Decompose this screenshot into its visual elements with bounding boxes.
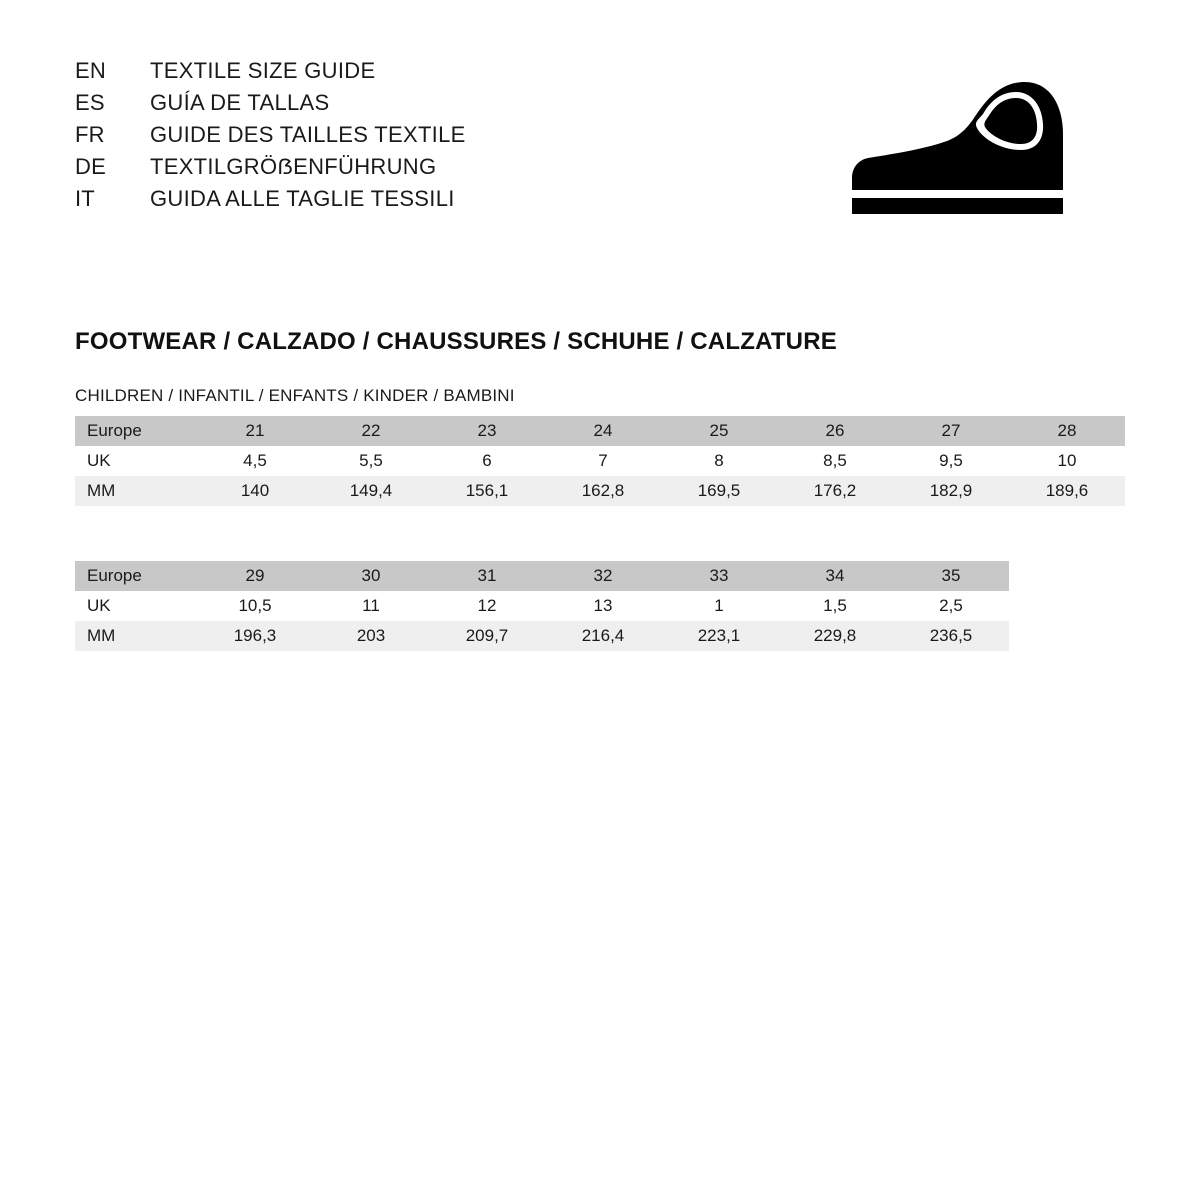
table-cell: 7 — [545, 446, 661, 476]
table-cell-empty — [1009, 621, 1125, 651]
language-title: GUÍA DE TALLAS — [150, 90, 330, 115]
language-title-list — [75, 60, 466, 220]
table-cell: 169,5 — [661, 476, 777, 506]
table-cell: 23 — [429, 416, 545, 446]
table-cell: 12 — [429, 591, 545, 621]
language-title: GUIDE DES TAILLES TEXTILE — [150, 122, 466, 147]
row-label: Europe — [75, 561, 197, 591]
table-row — [75, 561, 1125, 591]
table-cell: 9,5 — [893, 446, 1009, 476]
table-cell: 34 — [777, 561, 893, 591]
header — [75, 60, 1125, 223]
section-subtitle: CHILDREN / INFANTIL / ENFANTS / KINDER / BAMBINI — [75, 386, 515, 405]
row-label: MM — [75, 476, 197, 506]
language-row — [75, 156, 466, 178]
table-cell: 10,5 — [197, 591, 313, 621]
table-cell: 156,1 — [429, 476, 545, 506]
language-code: DE — [75, 154, 106, 179]
table-cell: 6 — [429, 446, 545, 476]
table-cell: 33 — [661, 561, 777, 591]
language-code: ES — [75, 90, 105, 115]
size-table-children-large — [75, 561, 1125, 651]
table-cell: 162,8 — [545, 476, 661, 506]
table-row — [75, 621, 1125, 651]
table-cell: 4,5 — [197, 446, 313, 476]
table-cell: 176,2 — [777, 476, 893, 506]
table-cell: 216,4 — [545, 621, 661, 651]
table-row — [75, 446, 1125, 476]
language-title: GUIDA ALLE TAGLIE TESSILI — [150, 186, 455, 211]
table-cell: 236,5 — [893, 621, 1009, 651]
table-cell: 31 — [429, 561, 545, 591]
language-row — [75, 60, 466, 82]
table-cell: 26 — [777, 416, 893, 446]
table-cell: 32 — [545, 561, 661, 591]
table-row — [75, 416, 1125, 446]
row-label: UK — [75, 446, 197, 476]
row-label: MM — [75, 621, 197, 651]
table-cell: 1,5 — [777, 591, 893, 621]
table-cell: 223,1 — [661, 621, 777, 651]
table-cell-empty — [1009, 561, 1125, 591]
table-cell: 22 — [313, 416, 429, 446]
section-title: FOOTWEAR / CALZADO / CHAUSSURES / SCHUHE / CALZATURE — [75, 328, 837, 355]
row-label: UK — [75, 591, 197, 621]
table-cell-empty — [1009, 591, 1125, 621]
table-row — [75, 591, 1125, 621]
table-cell: 29 — [197, 561, 313, 591]
table-row — [75, 476, 1125, 506]
language-code: IT — [75, 186, 95, 211]
table-cell: 2,5 — [893, 591, 1009, 621]
table-cell: 1 — [661, 591, 777, 621]
table-cell: 149,4 — [313, 476, 429, 506]
table-cell: 28 — [1009, 416, 1125, 446]
table-cell: 189,6 — [1009, 476, 1125, 506]
table-cell: 8,5 — [777, 446, 893, 476]
size-table-children-small — [75, 416, 1125, 506]
table-cell: 182,9 — [893, 476, 1009, 506]
table-cell: 140 — [197, 476, 313, 506]
table-cell: 196,3 — [197, 621, 313, 651]
language-title: TEXTILE SIZE GUIDE — [150, 58, 376, 83]
language-row — [75, 188, 466, 210]
table-cell: 27 — [893, 416, 1009, 446]
row-label: Europe — [75, 416, 197, 446]
table-cell: 10 — [1009, 446, 1125, 476]
table-cell: 21 — [197, 416, 313, 446]
table-cell: 209,7 — [429, 621, 545, 651]
table-cell: 8 — [661, 446, 777, 476]
table-cell: 30 — [313, 561, 429, 591]
table-cell: 35 — [893, 561, 1009, 591]
table-spacer — [75, 506, 1125, 551]
table-cell: 24 — [545, 416, 661, 446]
table-cell: 5,5 — [313, 446, 429, 476]
table-cell: 11 — [313, 591, 429, 621]
language-row — [75, 124, 466, 146]
table-cell: 25 — [661, 416, 777, 446]
language-code: FR — [75, 122, 105, 147]
table-cell: 13 — [545, 591, 661, 621]
table-cell: 229,8 — [777, 621, 893, 651]
language-code: EN — [75, 58, 106, 83]
language-row — [75, 92, 466, 114]
table-cell: 203 — [313, 621, 429, 651]
shoe-icon — [850, 78, 1065, 223]
language-title: TEXTILGRÖẞENFÜHRUNG — [150, 154, 437, 179]
